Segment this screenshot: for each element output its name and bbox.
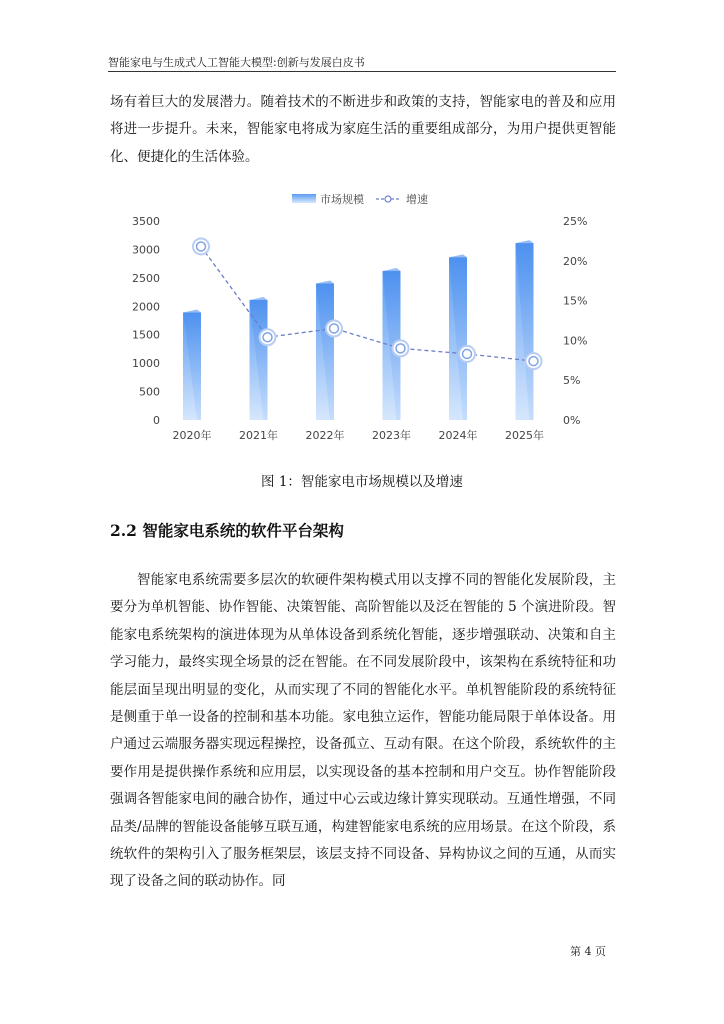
growth-point-inner — [463, 349, 472, 358]
y-left-tick-label: 1000 — [132, 357, 160, 371]
y-left-tick-label: 3500 — [132, 215, 160, 228]
page-number: 第 4 页 — [570, 945, 606, 958]
x-tick-label: 2020年 — [172, 429, 212, 442]
x-tick-label: 2025年 — [505, 429, 544, 442]
y-right-tick-label: 5% — [563, 374, 581, 388]
growth-point-inner — [396, 344, 405, 353]
intro-paragraph: 场有着巨大的发展潜力。随着技术的不断进步和政策的支持，智能家电的普及和应用将进一步提升。未来，智能家电将成为家庭生活的重要组成部分，为用户提供更智能化、便捷化的生活体验。 — [110, 94, 616, 165]
x-tick-label: 2021年 — [239, 429, 278, 442]
y-right-tick-label: 25% — [563, 215, 588, 228]
x-tick-label: 2022年 — [305, 429, 345, 442]
y-right-tick-label: 15% — [563, 294, 588, 308]
y-left-tick-label: 2000 — [132, 300, 160, 314]
legend-swatch-bar — [292, 194, 316, 203]
y-left-tick-label: 2500 — [132, 271, 160, 285]
section-body: 智能家电系统需要多层次的软硬件架构模式用以支撑不同的智能化发展阶段，主要分为单机智能、协作智能、决策智能、高阶智能以及泛在智能的 5 个演进阶段。智能家电系统架构的演进体现为从单体设备到系统化智能，逐步增强联动、决策和自主学习能力，最终实现全场景的泛在智能。在不同发展阶段中，该架构在系统特征和功能层面呈现出明显的变化，从而实现了不同的智能化水平。单机智能阶段的系统特征是侧重于单一设备的控制和基本功能。家电独立运作，智能功能局限于单体设备。用户通过云端服务器实现远程操控，设备孤立、互动有限。在这个阶段，系统软件的主要作用是提供操作系统和应用层，以实现设备的基本控制和用户交互。协作智能阶段强调各智能家电间的融合协作，通过中心云或边缘计算实现联动。互通性增强，不同品类/品牌的智能设备能够互联互通，构建智能家电系统的应用场景。在这个阶段，系统软件的架构引入了服务框架层，该层支持不同设备、异构协议之间的互通，从而实现了设备之间的联动协作。同 — [110, 572, 616, 890]
y-left-tick-label: 3000 — [132, 243, 160, 257]
legend-marker-line — [385, 196, 391, 202]
y-left-tick-label: 0 — [153, 414, 160, 427]
header-rule — [108, 71, 616, 72]
market-chart — [120, 188, 600, 450]
y-right-tick-label: 20% — [563, 254, 588, 268]
chart-svg — [120, 188, 600, 450]
figure-caption: 图 1：智能家电市场规模以及增速 — [261, 474, 463, 490]
y-right-tick-label: 10% — [563, 334, 588, 348]
legend-label-line: 增速 — [406, 193, 428, 206]
section-heading: 2.2 智能家电系统的软件平台架构 — [110, 521, 344, 540]
y-left-tick-label: 1500 — [132, 328, 160, 342]
x-tick-label: 2023年 — [372, 429, 411, 442]
y-right-tick-label: 0% — [563, 414, 581, 427]
growth-point-inner — [529, 357, 538, 366]
growth-point-inner — [197, 242, 206, 251]
running-header: 智能家电与生成式人工智能大模型:创新与发展白皮书 — [108, 56, 365, 69]
growth-point-inner — [330, 324, 339, 333]
y-left-tick-label: 500 — [139, 385, 160, 399]
legend-label-bar: 市场规模 — [320, 193, 364, 206]
x-tick-label: 2024年 — [438, 429, 478, 442]
growth-point-inner — [263, 333, 272, 342]
